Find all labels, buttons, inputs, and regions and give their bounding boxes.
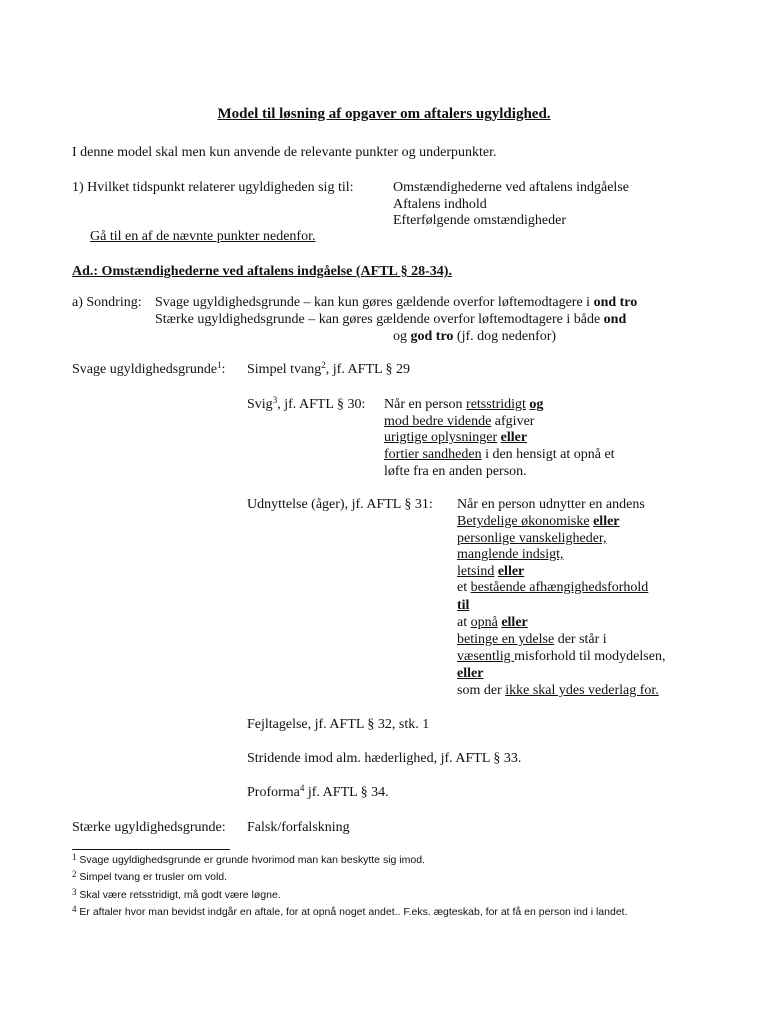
udnyttelse-line-12-underline: ikke skal ydes vederlag for. [505,683,659,698]
footnote-1 [72,854,425,867]
udnyttelse-line-4-underline: manglende indsigt, [457,547,564,562]
udnyttelse-line-7: til [457,598,470,613]
document-title: Model til løsning af opgaver om aftalers ugyldighed. [217,106,551,122]
sondring-line-3-text: og [393,329,411,344]
footnote-4-text: Er aftaler hvor man bevidst indgår en aftale, for at opnå noget andet.. F.eks. ægteskab, for at få en person ind i landet. [76,906,628,918]
footnote-1-text: Svage ugyldighedsgrunde er grunde hvorimod man kan beskytte sig imod. [76,854,425,866]
footnote-2-number: 2 [72,869,77,879]
svig-label-text: Svig [247,397,273,412]
svig-line-2 [384,413,534,430]
q1-option-1: Omstændighederne ved aftalens indgåelse [393,180,629,195]
staerke-value: Falsk/forfalskning [247,820,350,835]
sondring-line-3-tail: (jf. dog nedenfor) [453,329,557,344]
sondring-line-1-text: Svage ugyldighedsgrunde – kan kun gøres gældende overfor løftemodtagere i [155,295,594,310]
proforma-ref: jf. AFTL § 34. [304,785,389,800]
sondring-line-3-bold: god tro [410,329,454,344]
svig-line-5: løfte fra en anden person. [384,464,527,479]
udnyttelse-line-6 [457,579,648,596]
svig-line-1-bold: og [529,397,544,412]
staerke-label: Stærke ugyldighedsgrunde: [72,820,226,835]
udnyttelse-line-3-text: personlige [457,531,519,546]
udnyttelse-line-3 [457,530,607,547]
q1-option-2: Aftalens indhold [393,197,487,212]
svig-line-3-bold: eller [500,430,528,445]
udnyttelse-line-10-text: misforhold til modydelsen, [514,649,666,664]
sondring-line-1-bold: ond tro [593,295,638,310]
footnote-2 [72,871,227,884]
footnote-1-number: 1 [72,852,77,862]
svig-line-1-underline: retsstridigt [466,397,526,412]
svig-line-2-text: afgiver [491,414,535,429]
stridende-imod-haederlighed: Stridende imod alm. hæderlighed, jf. AFTL § 33. [247,751,522,766]
svig-line-4-underline: fortier sandheden [384,447,482,462]
udnyttelse-line-8 [457,614,528,631]
proforma [247,784,389,801]
udnyttelse-line-5-underline: letsind [457,564,495,579]
svig-line-1 [384,396,543,413]
udnyttelse-line-10-underline: væsentlig [457,649,515,664]
simpel-tvang [247,361,410,378]
udnyttelse-label: Udnyttelse (åger), jf. AFTL § 31: [247,497,433,512]
udnyttelse-line-4 [457,546,564,563]
udnyttelse-line-8-text: at [457,615,471,630]
svig-label-ref: , jf. AFTL § 30: [277,397,366,412]
intro-paragraph: I denne model skal men kun anvende de relevante punkter og underpunkter. [72,145,497,160]
svig-line-1-text: Når en person [384,397,467,412]
sondring-line-2 [155,311,626,328]
simpel-tvang-text: Simpel tvang [247,362,322,377]
q1-option-3: Efterfølgende omstændigheder [393,213,567,228]
sondring-label: a) Sondring: [72,295,142,310]
sondring-line-3 [393,328,556,345]
footnote-ref-2[interactable]: 2 [321,360,326,370]
udnyttelse-line-11: eller [457,666,484,681]
sondring-line-2-bold: ond [603,312,627,327]
footnote-4-number: 4 [72,904,77,914]
footnote-3-text: Skal være retsstridigt, må godt være løgne. [76,889,281,901]
udnyttelse-line-6-underline: bestående afhængighedsforhold [470,580,649,595]
udnyttelse-line-9 [457,631,607,648]
udnyttelse-line-2-underline: Betydelige økonomiske [457,514,590,529]
question-1-label: 1) Hvilket tidspunkt relaterer ugyldigheden sig til: [72,180,354,195]
svig-line-2-underline: mod bedre vidende [384,414,492,429]
udnyttelse-line-3-underline: vanskeligheder, [518,531,607,546]
svig-line-3-underline: urigtige oplysninger [384,430,498,445]
footnote-ref-4[interactable]: 4 [299,783,305,793]
fejltagelse: Fejltagelse, jf. AFTL § 32, stk. 1 [247,717,430,732]
footnote-3 [72,889,281,902]
udnyttelse-line-5 [457,563,524,580]
svage-label [72,361,225,378]
section-heading: Ad.: Omstændighederne ved aftalens indgåelse (AFTL § 28-34). [72,264,452,279]
udnyttelse-line-6-text: et [457,580,471,595]
svage-label-colon: : [221,362,226,377]
udnyttelse-line-10 [457,648,665,665]
udnyttelse-line-2-bold: eller [593,514,620,529]
udnyttelse-line-9-underline: betinge en ydelse [457,632,555,647]
footnote-3-number: 3 [72,887,77,897]
svig-line-3 [384,429,527,446]
udnyttelse-line-12-text: som der [457,683,506,698]
svage-label-text: Svage ugyldighedsgrunde [72,362,218,377]
footnote-ref-1[interactable]: 1 [217,360,222,370]
proforma-text: Proforma [247,785,300,800]
simpel-tvang-ref: , jf. AFTL § 29 [325,362,411,377]
sondring-line-2-text: Stærke ugyldighedsgrunde – kan gøres gældende overfor løftemodtagere i både [155,312,604,327]
udnyttelse-line-12 [457,682,659,699]
footnote-4 [72,906,628,919]
udnyttelse-line-9-text: der står i [554,632,607,647]
footnote-2-text: Simpel tvang er trusler om vold. [76,871,228,883]
udnyttelse-line-8-bold: eller [501,615,528,630]
sondring-line-1 [155,294,637,311]
q1-goto-instruction: Gå til en af de nævnte punkter nedenfor. [90,229,316,244]
footnote-ref-3[interactable]: 3 [272,395,278,405]
svig-label [247,396,365,413]
udnyttelse-line-8-underline: opnå [470,615,498,630]
svig-line-4 [384,446,615,463]
udnyttelse-line-1: Når en person udnytter en andens [457,497,645,512]
udnyttelse-line-5-bold: eller [497,564,525,579]
svig-line-4-text: i den hensigt at opnå et [481,447,615,462]
udnyttelse-line-2 [457,513,620,530]
footnote-separator [72,849,230,850]
